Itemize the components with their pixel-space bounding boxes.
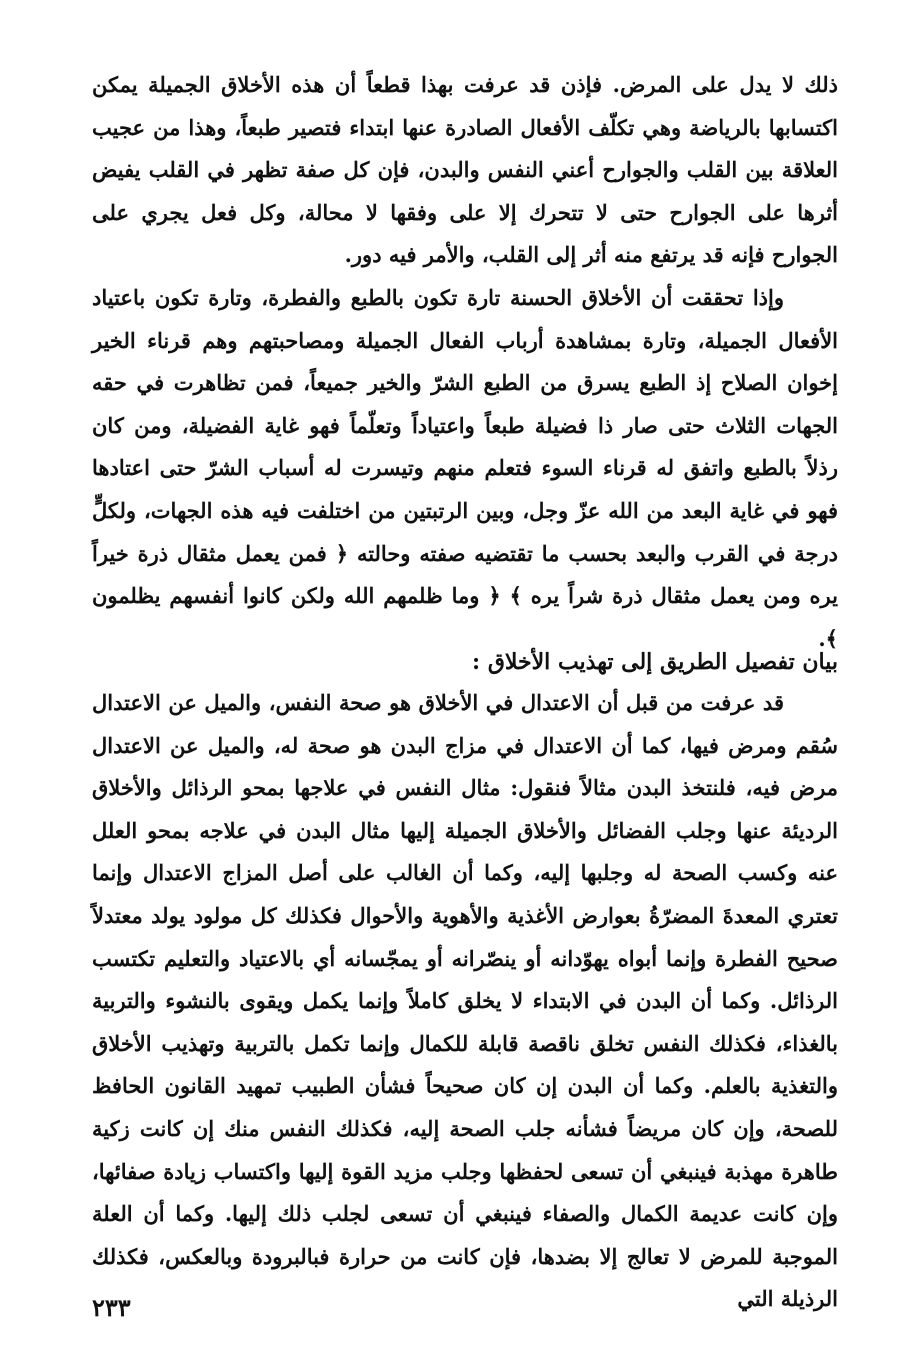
paragraph-acquiring-morals	[92, 64, 838, 277]
paragraph-sources-of-morals	[92, 277, 838, 660]
paragraph-soul-health	[92, 682, 838, 1321]
paragraph-text: وإذا تحققت أن الأخلاق الحسنة تارة تكون بالطبع والفطرة، وتارة تكون باعتياد الأفعال الجميلة، وتارة بمشاهدة أرباب الفعال الجميلة ومصاحبتهم وهم قرناء الخير إخوان الصلاح إذ الطبع يسرق من الطبع الشرّ والخير جميعاً، فمن تظاهرت في حقه الجهات الثلاث حتى صار ذا فضيلة طبعاً واعتياداً وتعلّماً فهو غاية الفضيلة، ومن كان رذلاً بالطبع واتفق له قرناء السوء فتعلم منهم وتيسرت له أسباب الشرّ حتى اعتادها فهو في غاية البعد من الله عزّ وجل، وبين الرتبتين من اختلفت فيه هذه الجهات، ولكلٍّ درجة في القرب والبعد بحسب ما تقتضيه صفته وحالته ﴿ فمن يعمل مثقال ذرة خيراً يره ومن يعمل مثقال ذرة شراً يره ﴾ ﴿ وما ظلمهم الله ولكن كانوا أنفسهم يظلمون ﴾.	[92, 285, 838, 651]
section-heading: بيان تفصيل الطريق إلى تهذيب الأخلاق :	[472, 649, 838, 675]
paragraph-text: قد عرفت من قبل أن الاعتدال في الأخلاق هو صحة النفس، والميل عن الاعتدال سُقم ومرض فيها، كما أن الاعتدال في مزاج البدن هو صحة له، والميل عن الاعتدال مرض فيه، فلنتخذ البدن مثالاً فنقول: مثال النفس في علاجها بمحو الرذائل والأخلاق الرديئة عنها وجلب الفضائل والأخلاق الجميلة إليها مثال البدن في علاجه بمحو العلل عنه وكسب الصحة له وجلبها إليه، وكما أن الغالب على أصل المزاج الاعتدال وإنما تعتري المعدةَ المضرّةُ بعوارض الأغذية والأهوية والأحوال فكذلك كل مولود يولد معتدلاً صحيح الفطرة وإنما أبواه يهوّدانه أو ينصّرانه أو يمجّسانه أي بالاعتياد والتعليم تكتسب الرذائل. وكما أن البدن في الابتداء لا يخلق كاملاً وإنما يكمل ويقوى بالنشوء والتربية بالغذاء، فكذلك النفس تخلق ناقصة قابلة للكمال وإنما تكمل بالتربية وتهذيب الأخلاق والتغذية بالعلم. وكما أن البدن إن كان صحيحاً فشأن الطبيب تمهيد القانون الحافظ للصحة، وإن كان مريضاً فشأنه جلب الصحة إليه، فكذلك النفس منك إن كانت زكية طاهرة مهذبة فينبغي أن تسعى لحفظها وجلب مزيد القوة إليها واكتساب زيادة صفائها، وإن كانت عديمة الكمال والصفاء فينبغي أن تسعى لجلب ذلك إليها. وكما أن العلة الموجبة للمرض لا تعالج إلا بضدها، فإن كانت من حرارة فبالبرودة وبالعكس، فكذلك الرذيلة التي	[92, 690, 838, 1312]
paragraph-text: ذلك لا يدل على المرض. فإذن قد عرفت بهذا قطعاً أن هذه الأخلاق الجميلة يمكن اكتسابها بالرياضة وهي تكلّف الأفعال الصادرة عنها ابتداء فتصير طبعاً، وهذا من عجيب العلاقة بين القلب والجوارح أعني النفس والبدن، فإن كل صفة تظهر في القلب يفيض أثرها على الجوارح حتى لا تتحرك إلا على وفقها لا محالة، وكل فعل يجري على الجوارح فإنه قد يرتفع منه أثر إلى القلب، والأمر فيه دور.	[92, 72, 838, 268]
page-number: ٢٣٣	[92, 1293, 131, 1322]
